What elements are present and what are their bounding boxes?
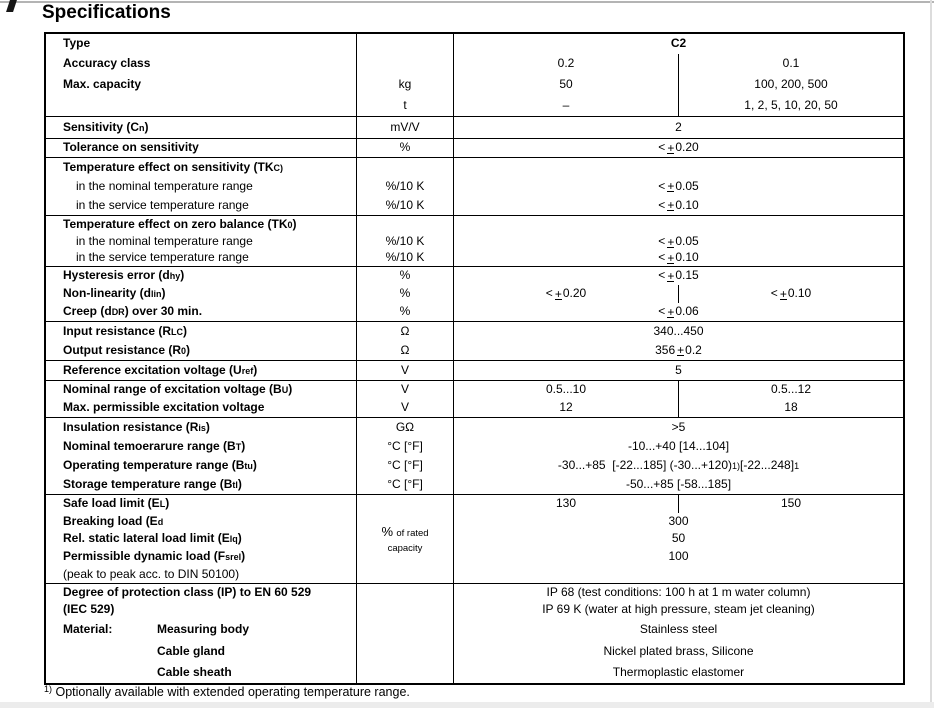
excitation-range-right: 0.5...12 bbox=[678, 381, 903, 399]
material-measuring-body-label bbox=[46, 618, 356, 642]
excitation-max-unit: V bbox=[400, 400, 409, 415]
excitation-max-left: 12 bbox=[559, 400, 573, 415]
storage-temp-unit: °C [°F] bbox=[387, 476, 423, 491]
cable-sheath-value: Thermoplastic elastomer bbox=[612, 664, 745, 679]
sensitivity-label: Sensitivity (C n ) bbox=[63, 119, 149, 134]
capacity-right-1: 100, 200, 500 bbox=[678, 74, 903, 95]
nonlinearity-values bbox=[454, 285, 903, 303]
tk0-sub1: in the nominal temperature range bbox=[76, 234, 253, 249]
tolerance-unit: % bbox=[399, 140, 411, 155]
creep-value: < + 0.06 bbox=[658, 304, 699, 319]
row-group-uref bbox=[46, 360, 903, 380]
uref-unit: V bbox=[400, 362, 409, 377]
tk0-unit2: %/10 K bbox=[385, 250, 425, 265]
ip68-value: IP 68 (test conditions: 100 h at 1 m water column) bbox=[546, 584, 811, 599]
din-note-label: (peak to peak acc. to DIN 50100) bbox=[63, 566, 240, 581]
insulation-unit: GΩ bbox=[395, 419, 415, 434]
safe-load-values bbox=[454, 495, 903, 513]
tk0-unit1: %/10 K bbox=[385, 234, 425, 249]
lateral-load-label: Rel. static lateral load limit (E lq ) bbox=[63, 531, 242, 546]
specifications-table bbox=[44, 32, 905, 685]
tkc-value2: < + 0.10 bbox=[658, 197, 699, 212]
row-group-temperature bbox=[46, 417, 903, 494]
tkc-sub1: in the nominal temperature range bbox=[76, 178, 253, 193]
nominal-temp-unit: °C [°F] bbox=[387, 438, 423, 453]
tkc-value1: < + 0.05 bbox=[658, 178, 699, 193]
sensitivity-value: 2 bbox=[675, 119, 682, 134]
dynamic-load-value: 100 bbox=[668, 549, 689, 564]
dynamic-load-label: Permissible dynamic load (F srel ) bbox=[63, 549, 246, 564]
page-title: Specifications bbox=[42, 2, 171, 23]
row-group-tkc bbox=[46, 157, 903, 215]
nominal-temp-value: -10...+40 [14...104] bbox=[627, 438, 730, 453]
input-resistance-label: Input resistance (R LC ) bbox=[63, 323, 188, 338]
row-group-load bbox=[46, 494, 903, 583]
safe-load-right: 150 bbox=[678, 495, 903, 513]
accuracy-right: 0.1 bbox=[678, 54, 903, 74]
lateral-load-value: 50 bbox=[671, 531, 686, 546]
excitation-range-label: Nominal range of excitation voltage (B U ) bbox=[63, 382, 293, 397]
capacity-label: Max. capacity bbox=[63, 76, 142, 91]
measuring-body-label: Measuring body bbox=[157, 622, 250, 637]
input-resistance-unit: Ω bbox=[400, 323, 410, 338]
capacity-unit-t: t bbox=[403, 97, 407, 112]
tkc-sub2: in the service temperature range bbox=[76, 197, 249, 212]
operating-temp-label: Operating temperature range (B tu ) bbox=[63, 457, 257, 472]
input-resistance-value: 340...450 bbox=[653, 323, 704, 338]
accuracy-values bbox=[454, 54, 903, 74]
material-label: Material: bbox=[63, 622, 113, 637]
row-group-tolerance bbox=[46, 138, 903, 157]
creep-label: Creep (d DR ) over 30 min. bbox=[63, 304, 203, 319]
storage-temp-label: Storage temperature range (B tl ) bbox=[63, 476, 242, 491]
row-group-header bbox=[46, 34, 903, 116]
nonlinearity-left: < + 0.20 bbox=[545, 286, 587, 301]
tkc-unit2: %/10 K bbox=[385, 197, 425, 212]
insulation-value: >5 bbox=[671, 419, 686, 434]
row-group-protection bbox=[46, 583, 903, 683]
output-resistance-value: 356 + 0.2 bbox=[655, 342, 702, 357]
row-group-tk0 bbox=[46, 215, 903, 266]
capacity-values-1 bbox=[454, 74, 903, 95]
excitation-range-left: 0.5...10 bbox=[545, 382, 587, 397]
header-labels bbox=[46, 34, 356, 116]
safe-load-label: Safe load limit (E L ) bbox=[63, 496, 170, 511]
breaking-load-value: 300 bbox=[668, 513, 689, 528]
capacity-right-2: 1, 2, 5, 10, 20, 50 bbox=[678, 95, 903, 116]
hysteresis-unit: % bbox=[399, 268, 411, 283]
output-resistance-label: Output resistance (R 0 ) bbox=[63, 342, 191, 357]
uref-value: 5 bbox=[675, 362, 682, 377]
capacity-label-spacer bbox=[46, 95, 356, 116]
capacity-unit-kg: kg bbox=[398, 76, 412, 91]
tkc-label: Temperature effect on sensitivity (TK C ) bbox=[63, 159, 283, 174]
hysteresis-label: Hysteresis error (d hy ) bbox=[63, 268, 185, 283]
excitation-max-label: Max. permissible excitation voltage bbox=[63, 400, 265, 415]
creep-unit: % bbox=[399, 304, 411, 319]
tk0-sub2: in the service temperature range bbox=[76, 250, 249, 265]
excitation-max-values bbox=[454, 399, 903, 417]
page-right-edge bbox=[930, 0, 932, 708]
nonlinearity-unit: % bbox=[399, 286, 411, 301]
uref-label: Reference excitation voltage (U ref ) bbox=[63, 362, 258, 377]
safe-load-left: 130 bbox=[555, 496, 577, 511]
insulation-label: Insulation resistance (R is ) bbox=[63, 419, 210, 434]
operating-temp-value: -30...+85 [-22...185] (-30...+120) 1) [-22...248] 1 bbox=[557, 457, 800, 472]
accuracy-left: 0.2 bbox=[557, 56, 575, 71]
protection-label-1: Degree of protection class (IP) to EN 60 529 bbox=[63, 584, 312, 599]
row-group-sensitivity bbox=[46, 116, 903, 138]
hysteresis-value: < + 0.15 bbox=[658, 268, 699, 283]
output-resistance-unit: Ω bbox=[400, 342, 410, 357]
accuracy-label: Accuracy class bbox=[63, 56, 151, 71]
breaking-load-label: Breaking load (E d bbox=[63, 513, 164, 528]
measuring-body-value: Stainless steel bbox=[639, 622, 718, 637]
nominal-temp-label: Nominal temoerarure range (B T ) bbox=[63, 438, 246, 453]
footnote: $^{1)}$ Optionally available with extended operating temperature range. bbox=[44, 684, 410, 699]
sensitivity-unit: mV/V bbox=[390, 119, 420, 134]
type-label: Type bbox=[63, 36, 91, 51]
tkc-unit1: %/10 K bbox=[385, 178, 425, 193]
excitation-range-unit: V bbox=[400, 382, 409, 397]
cable-gland-label: Cable gland bbox=[157, 644, 226, 659]
load-unit: % of rated capacity bbox=[381, 524, 429, 554]
row-group-resistance bbox=[46, 321, 903, 360]
capacity-values-2 bbox=[454, 95, 903, 116]
row-group-hysteresis bbox=[46, 266, 903, 321]
operating-temp-unit: °C [°F] bbox=[387, 457, 423, 472]
storage-temp-value: -50...+85 [-58...185] bbox=[625, 476, 732, 491]
header-units bbox=[356, 34, 453, 116]
capacity-left-2: – bbox=[562, 97, 570, 112]
excitation-max-right: 18 bbox=[678, 399, 903, 417]
cable-sheath-label: Cable sheath bbox=[157, 664, 232, 679]
row-group-excitation bbox=[46, 380, 903, 417]
excitation-range-values bbox=[454, 381, 903, 399]
protection-label-2: (IEC 529) bbox=[63, 601, 115, 616]
tolerance-label: Tolerance on sensitivity bbox=[63, 140, 199, 155]
cable-gland-value: Nickel plated brass, Silicone bbox=[603, 644, 754, 659]
page-bottom-edge bbox=[0, 702, 934, 708]
nonlinearity-label: Non-linearity (d lin ) bbox=[63, 286, 166, 301]
ip69k-value: IP 69 K (water at high pressure, steam jet cleaning) bbox=[542, 601, 815, 616]
tk0-label: Temperature effect on zero balance (TK 0 ) bbox=[63, 217, 297, 232]
tk0-value2: < + 0.10 bbox=[658, 250, 699, 265]
tolerance-value: < + 0.20 bbox=[658, 140, 699, 155]
tk0-value1: < + 0.05 bbox=[658, 234, 699, 249]
header-values bbox=[453, 34, 903, 116]
capacity-left-1: 50 bbox=[559, 76, 573, 91]
type-value: C2 bbox=[670, 36, 687, 51]
nonlinearity-right: < + 0.10 bbox=[678, 285, 903, 303]
